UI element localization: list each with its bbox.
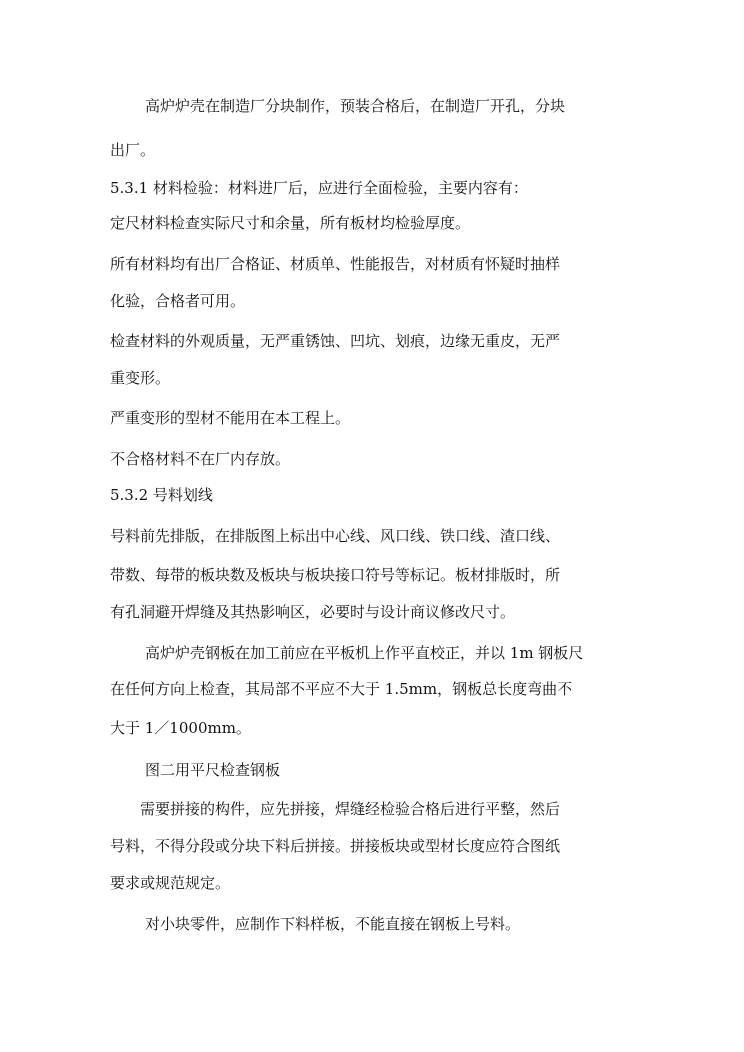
paragraph-line: 严重变形的型材不能用在本工程上。 [110,409,351,427]
paragraph-line: 出厂。 [110,141,156,159]
paragraph-line: 号料，不得分段或分块下料后拼接。拼接板块或型材长度应符合图纸 [110,837,561,855]
paragraph-line: 不合格材料不在厂内存放。 [110,450,291,468]
paragraph-line: 重变形。 [110,369,171,387]
paragraph-line: 对小块零件，应制作下料样板，不能直接在钢板上号料。 [145,915,521,933]
paragraph-line: 带数、每带的板块数及板块与板块接口符号等标记。板材排版时，所 [110,566,561,584]
paragraph-line: 检查材料的外观质量，无严重锈蚀、凹坑、划痕，边缘无重皮，无严 [110,332,561,350]
paragraph-line: 号料前先排版，在排版图上标出中心线、风口线、铁口线、渣口线、 [110,527,561,545]
paragraph-line: 需要拼接的构件，应先拼接，焊缝经检验合格后进行平整，然后 [140,800,561,818]
paragraph-line: 在任何方向上检查，其局部不平应不大于 1.5mm，钢板总长度弯曲不 [110,680,573,698]
figure-caption: 图二用平尺检查钢板 [145,761,281,779]
paragraph-line: 化验，合格者可用。 [110,292,246,310]
paragraph-line: 定尺材料检查实际尺寸和余量，所有板材均检验厚度。 [110,214,471,232]
paragraph-line: 所有材料均有出厂合格证、材质单、性能报告，对材质有怀疑时抽样 [110,255,561,273]
section-heading-5-3-2: 5.3.2 号料划线 [110,486,213,504]
paragraph-line: 要求或规范规定。 [110,874,231,892]
paragraph-line: 高炉炉壳在制造厂分块制作，预装合格后，在制造厂开孔，分块 [145,97,566,115]
paragraph-line: 有孔洞避开焊缝及其热影响区，必要时与设计商议修改尺寸。 [110,603,516,621]
paragraph-line: 高炉炉壳钢板在加工前应在平板机上作平直校正，并以 1m 钢板尺 [145,644,584,662]
section-heading-5-3-1: 5.3.1 材料检验：材料进厂后，应进行全面检验，主要内容有： [110,179,528,197]
paragraph-line: 大于 1／1000mm。 [110,719,251,737]
